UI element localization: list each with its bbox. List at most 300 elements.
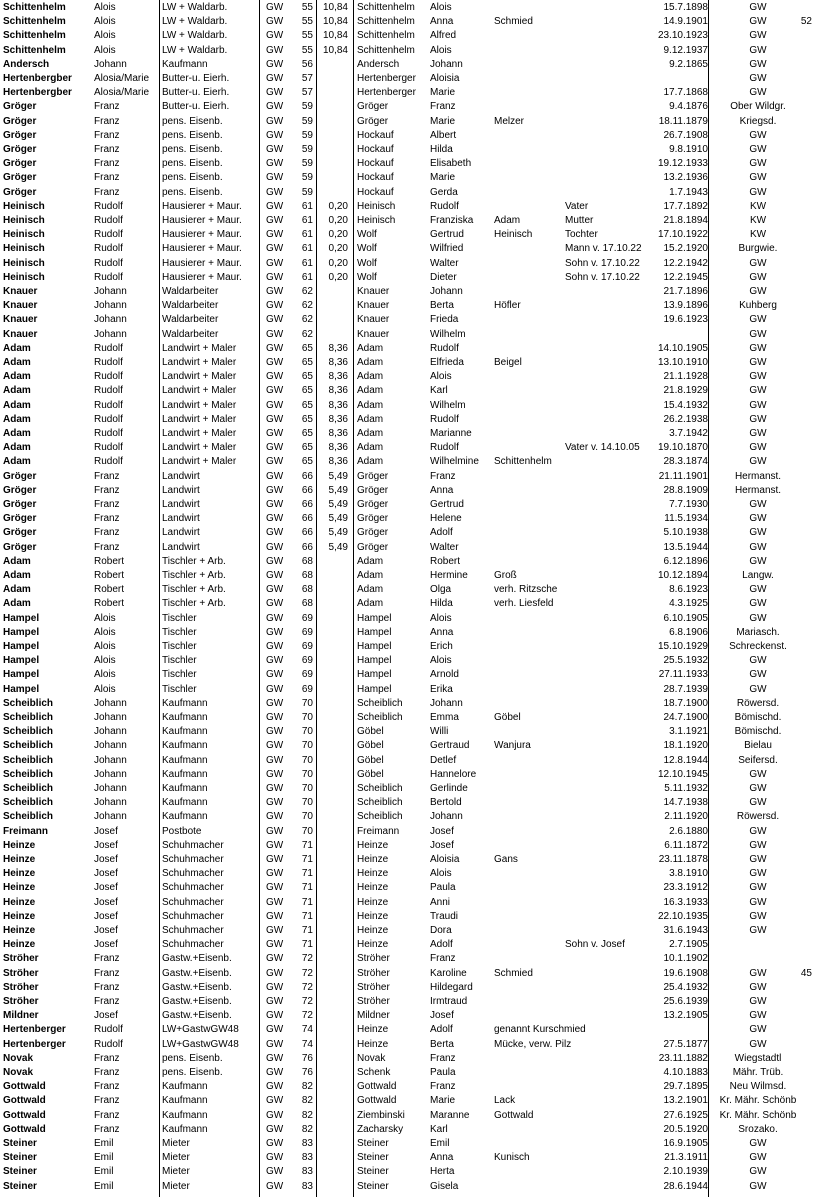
birth-name-cell: Göbel xyxy=(494,712,521,723)
occupation-cell: Kaufmann xyxy=(162,811,208,823)
resident-firstname-cell: Franz xyxy=(430,470,456,482)
occupation-cell: Butter-u. Eierh. xyxy=(162,73,230,84)
owner-surname-cell: Scheiblich xyxy=(3,811,54,823)
birth-name-cell: Lack xyxy=(494,1095,516,1107)
owner-firstname-cell: Johann xyxy=(94,314,127,326)
table-row xyxy=(0,1009,815,1023)
owner-firstname-cell: Robert xyxy=(94,584,125,596)
birth-date-cell: 9.4.1876 xyxy=(669,101,708,113)
locality-cell: GW xyxy=(266,129,284,141)
birthplace-cell: GW xyxy=(749,1152,767,1164)
house-number-cell: 62 xyxy=(301,328,313,340)
owner-surname-cell: Heinisch xyxy=(3,271,45,283)
birthplace-cell: GW xyxy=(749,1166,767,1178)
occupation-cell: Kaufmann xyxy=(162,1123,208,1135)
table-row xyxy=(0,711,815,725)
table-row xyxy=(0,1066,815,1080)
birth-date-cell: 23.11.1878 xyxy=(658,854,708,865)
birthplace-cell: Srozako. xyxy=(738,1123,778,1135)
birth-name-cell: Höfler xyxy=(494,300,521,312)
birthplace-cell: GW xyxy=(749,428,767,439)
resident-surname-cell: Ziembinski xyxy=(357,1109,405,1121)
house-number-cell: 66 xyxy=(301,499,313,510)
occupation-cell: Hausierer + Maur. xyxy=(162,229,242,241)
resident-firstname-cell: Franz xyxy=(430,101,456,113)
house-number-cell: 83 xyxy=(301,1152,313,1164)
owner-surname-cell: Mildner xyxy=(3,1010,39,1022)
birth-date-cell: 27.5.1877 xyxy=(663,1038,708,1050)
owner-firstname-cell: Rudolf xyxy=(94,456,123,468)
owner-firstname-cell: Rudolf xyxy=(94,1038,123,1050)
locality-cell: GW xyxy=(266,428,284,439)
locality-cell: GW xyxy=(266,73,284,84)
owner-surname-cell: Scheiblich xyxy=(3,712,54,723)
owner-surname-cell: Ströher xyxy=(3,967,39,979)
locality-cell: GW xyxy=(266,626,284,638)
birth-name-cell: Kunisch xyxy=(494,1152,530,1164)
resident-surname-cell: Adam xyxy=(357,357,384,368)
birthplace-cell: Röwersd. xyxy=(736,697,780,709)
locality-cell: GW xyxy=(266,1081,284,1093)
owner-surname-cell: Knauer xyxy=(3,286,38,297)
owner-firstname-cell: Johann xyxy=(94,740,127,752)
locality-cell: GW xyxy=(266,967,284,979)
owner-firstname-cell: Rudolf xyxy=(94,371,123,383)
house-number-cell: 71 xyxy=(301,925,313,936)
locality-cell: GW xyxy=(266,896,284,908)
resident-surname-cell: Schittenhelm xyxy=(357,2,415,13)
locality-cell: GW xyxy=(266,783,284,794)
table-row xyxy=(0,839,815,853)
table-row xyxy=(0,1094,815,1108)
house-number-cell: 65 xyxy=(301,428,313,439)
occupation-cell: Schuhmacher xyxy=(162,925,224,936)
locality-cell: GW xyxy=(266,328,284,340)
locality-cell: GW xyxy=(266,925,284,936)
table-row xyxy=(0,583,815,597)
resident-firstname-cell: Gerlinde xyxy=(430,783,468,794)
locality-cell: GW xyxy=(266,953,284,965)
table-row xyxy=(0,370,815,384)
table-row xyxy=(0,938,815,952)
relation-cell: Sohn v. 17.10.22 xyxy=(565,271,640,283)
birthplace-cell: GW xyxy=(749,1010,767,1022)
table-row xyxy=(0,257,815,271)
owner-firstname-cell: Johann xyxy=(94,58,127,70)
resident-surname-cell: Hockauf xyxy=(357,186,394,198)
birth-date-cell: 14.9.1901 xyxy=(663,16,708,28)
birth-date-cell: 1.7.1943 xyxy=(669,186,708,198)
relation-cell: Sohn v. 17.10.22 xyxy=(565,257,640,269)
house-number-cell: 70 xyxy=(301,768,313,780)
owner-firstname-cell: Johann xyxy=(94,712,127,723)
resident-firstname-cell: Gertraud xyxy=(430,740,470,752)
locality-cell: GW xyxy=(266,541,284,553)
birthplace-cell: Neu Wilmsd. xyxy=(729,1081,787,1093)
birth-date-cell: 23.10.1923 xyxy=(657,30,708,42)
resident-firstname-cell: Paula xyxy=(430,882,456,894)
occupation-cell: Landwirt + Maler xyxy=(162,428,237,439)
occupation-cell: Kaufmann xyxy=(162,726,208,738)
birth-date-cell: 19.12.1933 xyxy=(657,158,708,170)
owner-firstname-cell: Franz xyxy=(94,499,120,510)
occupation-cell: Tischler xyxy=(162,683,197,695)
owner-firstname-cell: Rudolf xyxy=(94,399,123,411)
locality-cell: GW xyxy=(266,570,284,581)
resident-firstname-cell: Marie xyxy=(430,1095,456,1107)
owner-firstname-cell: Rudolf xyxy=(94,200,123,212)
birth-date-cell: 3.7.1942 xyxy=(669,428,708,439)
table-row xyxy=(0,597,815,611)
owner-firstname-cell: Josef xyxy=(94,854,118,865)
birth-date-cell: 12.2.1942 xyxy=(663,257,708,269)
birth-date-cell: 28.6.1944 xyxy=(663,1180,708,1192)
resident-surname-cell: Ströher xyxy=(357,967,390,979)
birth-date-cell: 25.5.1932 xyxy=(663,655,708,667)
resident-firstname-cell: Traudi xyxy=(430,910,458,922)
house-number-cell: 59 xyxy=(301,129,313,141)
occupation-cell: pens. Eisenb. xyxy=(162,1067,223,1078)
birth-date-cell: 21.7.1896 xyxy=(663,286,708,297)
owner-surname-cell: Adam xyxy=(3,555,31,567)
occupation-cell: Schuhmacher xyxy=(162,868,224,880)
house-number-cell: 70 xyxy=(301,697,313,709)
table-row xyxy=(0,896,815,910)
birthplace-cell: Bielau xyxy=(744,740,772,752)
area-cell: 0,20 xyxy=(328,200,348,212)
resident-surname-cell: Ströher xyxy=(357,996,390,1007)
resident-surname-cell: Schittenhelm xyxy=(357,44,415,56)
owner-firstname-cell: Franz xyxy=(94,527,120,539)
resident-surname-cell: Hockauf xyxy=(357,144,394,155)
occupation-cell: LW + Waldarb. xyxy=(162,2,228,13)
locality-cell: GW xyxy=(266,58,284,70)
owner-surname-cell: Heinze xyxy=(3,896,36,908)
birth-date-cell: 6.8.1906 xyxy=(669,626,708,638)
owner-surname-cell: Gröger xyxy=(3,513,37,525)
locality-cell: GW xyxy=(266,513,284,525)
owner-surname-cell: Scheiblich xyxy=(3,697,54,709)
resident-firstname-cell: Walter xyxy=(430,541,459,553)
occupation-cell: Landwirt xyxy=(162,527,200,539)
locality-cell: GW xyxy=(266,342,284,354)
occupation-cell: Landwirt xyxy=(162,484,200,496)
resident-firstname-cell: Wilhelmine xyxy=(430,456,479,468)
birthplace-cell: GW xyxy=(749,925,767,936)
house-number-cell: 65 xyxy=(301,456,313,468)
resident-surname-cell: Hampel xyxy=(357,655,392,667)
birth-date-cell: 19.6.1908 xyxy=(663,967,708,979)
owner-surname-cell: Gottwald xyxy=(3,1081,46,1093)
resident-firstname-cell: Anna xyxy=(430,484,454,496)
resident-firstname-cell: Johann xyxy=(430,58,463,70)
owner-surname-cell: Adam xyxy=(3,584,31,596)
occupation-cell: Hausierer + Maur. xyxy=(162,257,242,269)
table-row xyxy=(0,668,815,682)
resident-firstname-cell: Alois xyxy=(430,44,452,56)
birth-date-cell: 7.7.1930 xyxy=(669,499,708,510)
resident-surname-cell: Adam xyxy=(357,442,384,454)
table-row xyxy=(0,356,815,370)
birthplace-cell: GW xyxy=(749,1180,767,1192)
occupation-cell: Landwirt xyxy=(162,499,200,510)
owner-firstname-cell: Rudolf xyxy=(94,271,123,283)
house-number-cell: 70 xyxy=(301,811,313,823)
occupation-cell: Landwirt + Maler xyxy=(162,456,237,468)
birth-date-cell: 5.10.1938 xyxy=(663,527,708,539)
birth-date-cell: 13.2.1936 xyxy=(663,172,708,184)
occupation-cell: Butter-u. Eierh. xyxy=(162,87,230,99)
area-cell: 8,36 xyxy=(328,413,348,425)
resident-firstname-cell: Rudolf xyxy=(430,342,459,354)
house-number-cell: 71 xyxy=(301,868,313,880)
owner-surname-cell: Steiner xyxy=(3,1180,37,1192)
resident-firstname-cell: Marianne xyxy=(430,428,472,439)
occupation-cell: Kaufmann xyxy=(162,754,208,766)
locality-cell: GW xyxy=(266,470,284,482)
resident-firstname-cell: Wilhelm xyxy=(430,328,466,340)
house-number-cell: 65 xyxy=(301,371,313,383)
house-number-cell: 74 xyxy=(301,1024,313,1036)
owner-surname-cell: Hampel xyxy=(3,683,40,695)
occupation-cell: Gastw.+Eisenb. xyxy=(162,953,232,965)
birthplace-cell: GW xyxy=(749,271,767,283)
table-row xyxy=(0,313,815,327)
table-row xyxy=(0,228,815,242)
owner-firstname-cell: Johann xyxy=(94,754,127,766)
table-row xyxy=(0,15,815,29)
resident-surname-cell: Hertenberger xyxy=(357,87,416,99)
house-number-cell: 69 xyxy=(301,683,313,695)
area-cell: 0,20 xyxy=(328,271,348,283)
resident-firstname-cell: Walter xyxy=(430,257,459,269)
owner-firstname-cell: Rudolf xyxy=(94,413,123,425)
house-number-cell: 66 xyxy=(301,527,313,539)
locality-cell: GW xyxy=(266,271,284,283)
resident-surname-cell: Heinze xyxy=(357,925,389,936)
locality-cell: GW xyxy=(266,314,284,326)
owner-surname-cell: Heinisch xyxy=(3,257,45,269)
resident-surname-cell: Steiner xyxy=(357,1180,389,1192)
table-row xyxy=(0,1038,815,1052)
resident-firstname-cell: Paula xyxy=(430,1067,456,1078)
birth-date-cell: 20.5.1920 xyxy=(663,1123,708,1135)
table-row xyxy=(0,413,815,427)
birth-name-cell: verh. Liesfeld xyxy=(494,598,554,610)
owner-firstname-cell: Josef xyxy=(94,925,118,936)
birth-date-cell: 15.4.1932 xyxy=(663,399,708,411)
birthplace-cell: GW xyxy=(749,825,767,837)
occupation-cell: LW + Waldarb. xyxy=(162,16,228,28)
house-number-cell: 62 xyxy=(301,286,313,297)
occupation-cell: Tischler + Arb. xyxy=(162,570,226,581)
occupation-cell: Postbote xyxy=(162,825,202,837)
owner-surname-cell: Gröger xyxy=(3,144,37,155)
resident-firstname-cell: Irmtraud xyxy=(430,996,468,1007)
locality-cell: GW xyxy=(266,158,284,170)
owner-firstname-cell: Johann xyxy=(94,726,127,738)
table-row xyxy=(0,44,815,58)
house-number-cell: 61 xyxy=(301,257,313,269)
owner-firstname-cell: Alois xyxy=(94,16,116,28)
locality-cell: GW xyxy=(266,87,284,99)
birthplace-cell: GW xyxy=(749,797,767,809)
birth-name-cell: verh. Ritzsche xyxy=(494,584,558,596)
locality-cell: GW xyxy=(266,499,284,510)
birthplace-cell: GW xyxy=(749,655,767,667)
birth-date-cell: 6.11.1872 xyxy=(664,839,708,851)
birth-date-cell: 15.7.1898 xyxy=(663,2,708,13)
table-row xyxy=(0,924,815,938)
birth-date-cell: 9.8.1910 xyxy=(669,144,708,155)
owner-firstname-cell: Alois xyxy=(94,683,116,695)
house-number-cell: 59 xyxy=(301,115,313,127)
occupation-cell: Kaufmann xyxy=(162,58,208,70)
resident-surname-cell: Adam xyxy=(357,598,384,610)
locality-cell: GW xyxy=(266,144,284,155)
locality-cell: GW xyxy=(266,754,284,766)
table-row xyxy=(0,725,815,739)
table-row xyxy=(0,186,815,200)
table-row xyxy=(0,640,815,654)
birth-date-cell: 23.11.1882 xyxy=(658,1052,708,1064)
birth-date-cell: 25.4.1932 xyxy=(663,981,708,993)
resident-firstname-cell: Elisabeth xyxy=(430,158,472,170)
birth-date-cell: 4.3.1925 xyxy=(669,598,708,610)
house-number-cell: 83 xyxy=(301,1180,313,1192)
resident-firstname-cell: Anna xyxy=(430,16,454,28)
owner-surname-cell: Adam xyxy=(3,428,31,439)
birth-name-cell: Mücke, verw. Pilz xyxy=(494,1038,572,1050)
house-number-cell: 70 xyxy=(301,825,313,837)
table-row xyxy=(0,427,815,441)
owner-firstname-cell: Franz xyxy=(94,967,120,979)
birth-date-cell: 28.3.1874 xyxy=(663,456,708,468)
house-number-cell: 69 xyxy=(301,641,313,652)
locality-cell: GW xyxy=(266,768,284,780)
owner-firstname-cell: Franz xyxy=(94,101,120,113)
locality-cell: GW xyxy=(266,1038,284,1050)
table-row xyxy=(0,612,815,626)
birthplace-cell: GW xyxy=(749,328,767,340)
table-row xyxy=(0,29,815,43)
house-number-cell: 76 xyxy=(301,1052,313,1064)
owner-firstname-cell: Franz xyxy=(94,1067,120,1078)
resident-surname-cell: Gröger xyxy=(357,115,389,127)
locality-cell: GW xyxy=(266,598,284,610)
table-row xyxy=(0,512,815,526)
owner-firstname-cell: Emil xyxy=(94,1166,114,1178)
locality-cell: GW xyxy=(266,669,284,681)
table-row xyxy=(0,470,815,484)
occupation-cell: Gastw.+Eisenb. xyxy=(162,996,232,1007)
birthplace-cell: GW xyxy=(749,854,767,865)
birth-date-cell: 17.7.1892 xyxy=(663,200,708,212)
resident-surname-cell: Adam xyxy=(357,371,384,383)
resident-firstname-cell: Karl xyxy=(430,1123,448,1135)
resident-firstname-cell: Gertrud xyxy=(430,499,464,510)
owner-surname-cell: Gröger xyxy=(3,541,37,553)
locality-cell: GW xyxy=(266,1052,284,1064)
relation-cell: Vater v. 14.10.05 xyxy=(565,442,640,454)
occupation-cell: Mieter xyxy=(162,1152,190,1164)
table-row xyxy=(0,1137,815,1151)
resident-firstname-cell: Alois xyxy=(430,2,452,13)
resident-surname-cell: Steiner xyxy=(357,1138,389,1149)
occupation-cell: Gastw.+Eisenb. xyxy=(162,1010,232,1022)
birth-name-cell: Wanjura xyxy=(494,740,531,752)
owner-surname-cell: Steiner xyxy=(3,1138,37,1149)
birth-date-cell: 28.7.1939 xyxy=(663,683,708,695)
resident-firstname-cell: Alois xyxy=(430,655,452,667)
relation-cell: Mann v. 17.10.22 xyxy=(565,243,642,255)
resident-firstname-cell: Willi xyxy=(430,726,449,738)
occupation-cell: Kaufmann xyxy=(162,1095,208,1107)
owner-firstname-cell: Rudolf xyxy=(94,215,123,226)
table-row xyxy=(0,697,815,711)
birthplace-cell: GW xyxy=(749,584,767,596)
owner-firstname-cell: Johann xyxy=(94,300,127,312)
birth-date-cell: 28.8.1909 xyxy=(663,484,708,496)
area-cell: 8,36 xyxy=(328,399,348,411)
resident-firstname-cell: Helene xyxy=(430,513,462,525)
locality-cell: GW xyxy=(266,939,284,951)
owner-surname-cell: Heinisch xyxy=(3,243,45,255)
locality-cell: GW xyxy=(266,839,284,851)
birthplace-cell: Kuhberg xyxy=(739,300,777,312)
owner-surname-cell: Gröger xyxy=(3,527,37,539)
resident-firstname-cell: Johann xyxy=(430,811,463,823)
house-number-cell: 83 xyxy=(301,1138,313,1149)
resident-firstname-cell: Berta xyxy=(430,1038,454,1050)
occupation-cell: Tischler xyxy=(162,612,197,624)
owner-firstname-cell: Josef xyxy=(94,868,118,880)
locality-cell: GW xyxy=(266,868,284,880)
table-row xyxy=(0,555,815,569)
owner-firstname-cell: Emil xyxy=(94,1138,114,1149)
resident-surname-cell: Hertenberger xyxy=(357,73,416,84)
house-number-cell: 72 xyxy=(301,1010,313,1022)
resident-surname-cell: Heinze xyxy=(357,882,389,894)
resident-surname-cell: Wolf xyxy=(357,257,377,269)
owner-surname-cell: Knauer xyxy=(3,314,38,326)
resident-firstname-cell: Arnold xyxy=(430,669,459,681)
page-number-cell: 45 xyxy=(800,967,812,979)
birthplace-cell: GW xyxy=(749,44,767,56)
occupation-cell: Butter-u. Eierh. xyxy=(162,101,230,113)
house-number-cell: 66 xyxy=(301,513,313,525)
resident-firstname-cell: Gerda xyxy=(430,186,458,198)
house-number-cell: 69 xyxy=(301,612,313,624)
table-row xyxy=(0,1,815,15)
house-number-cell: 71 xyxy=(301,896,313,908)
occupation-cell: Gastw.+Eisenb. xyxy=(162,967,232,979)
birthplace-cell: GW xyxy=(749,2,767,13)
owner-surname-cell: Freimann xyxy=(3,825,49,837)
resident-surname-cell: Ströher xyxy=(357,953,390,965)
occupation-cell: Landwirt + Maler xyxy=(162,399,237,411)
locality-cell: GW xyxy=(266,1180,284,1192)
birth-date-cell: 13.5.1944 xyxy=(663,541,708,553)
birth-name-cell: Groß xyxy=(494,570,517,581)
house-number-cell: 68 xyxy=(301,598,313,610)
resident-surname-cell: Gottwald xyxy=(357,1081,397,1093)
owner-firstname-cell: Johann xyxy=(94,768,127,780)
locality-cell: GW xyxy=(266,229,284,241)
resident-firstname-cell: Johann xyxy=(430,697,463,709)
owner-surname-cell: Gröger xyxy=(3,470,37,482)
table-row xyxy=(0,1080,815,1094)
